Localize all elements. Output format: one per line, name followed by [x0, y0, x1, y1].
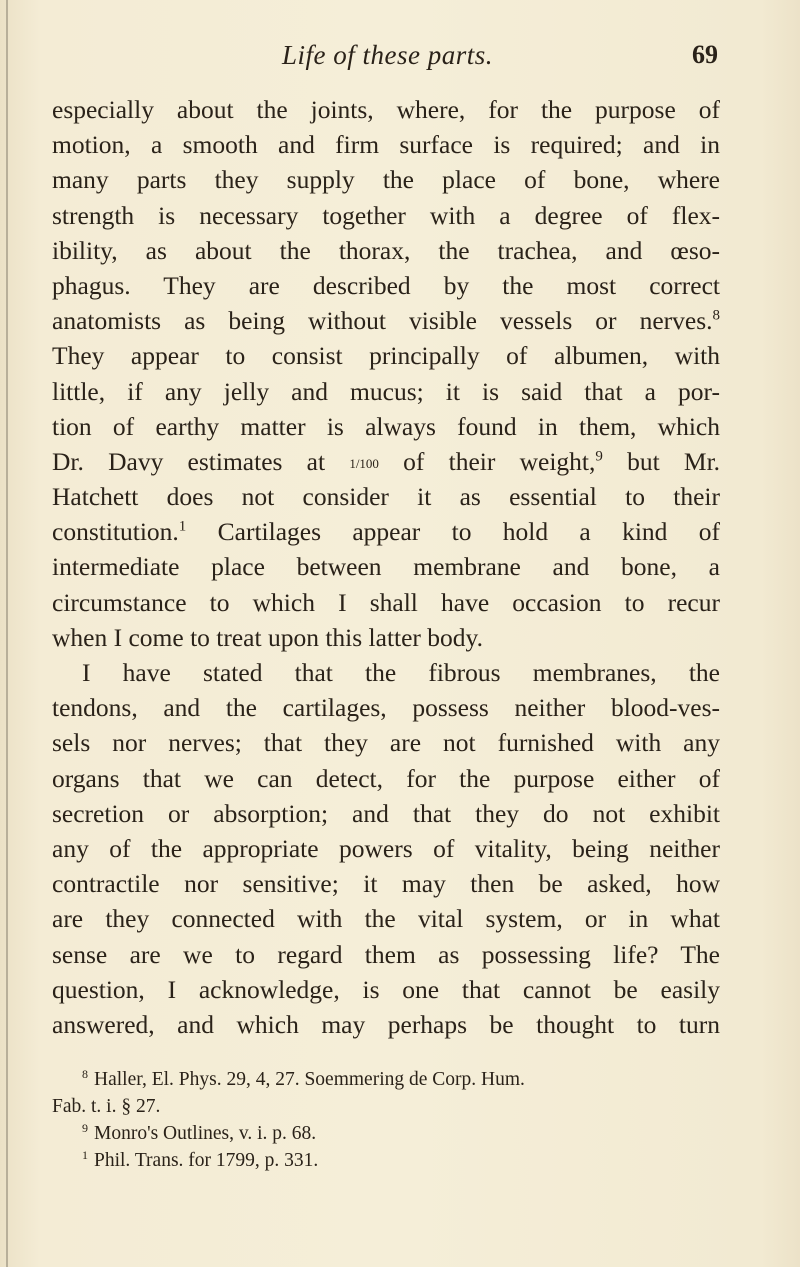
- text-line: ibility, as about the thorax, the trachea, and œso-: [52, 235, 720, 265]
- footnote-text: Haller, El. Phys. 29, 4, 27. Soemmering de Corp. Hum.: [94, 1069, 525, 1090]
- text-line: circumstance to which I shall have occasion to recur: [52, 587, 720, 617]
- text-segment: but Mr.: [627, 446, 721, 476]
- footnote-mark: 8: [82, 1066, 88, 1081]
- text-line: secretion or absorption; and that they do not exhibit: [52, 798, 720, 828]
- fraction: 1/100: [349, 455, 379, 471]
- text-line: tendons, and the cartilages, possess neither blood-ves-: [52, 693, 720, 723]
- footnote-ref: 9: [595, 448, 603, 465]
- text-line: answered, and which may perhaps be thought to turn: [52, 1009, 720, 1039]
- text-line: any of the appropriate powers of vitality, being neither: [52, 833, 720, 863]
- footnote-8: [52, 1066, 720, 1093]
- text-line: organs that we can detect, for the purpose either of: [52, 763, 720, 793]
- text-line: little, if any jelly and mucus; it is said that a por-: [52, 376, 720, 406]
- text-line: sense are we to regard them as possessing life? The: [52, 939, 720, 969]
- footnotes: [52, 1066, 720, 1174]
- text-line: tion of earthy matter is always found in them, which: [52, 411, 720, 441]
- footnote-ref: 8: [712, 307, 720, 324]
- footnote-1: [52, 1147, 720, 1174]
- text-segment: constitution.: [52, 517, 179, 547]
- text-line: contractile nor sensitive; it may then be asked, how: [52, 869, 720, 899]
- text-line: question, I acknowledge, is one that cannot be easily: [52, 974, 720, 1004]
- text-line: They appear to consist principally of albumen, with: [52, 341, 720, 371]
- text-segment: of their weight,: [403, 446, 596, 476]
- text-line: strength is necessary together with a degree of flex-: [52, 200, 720, 230]
- text-line: intermediate place between membrane and bone, a: [52, 552, 720, 582]
- text-line: [52, 444, 720, 479]
- footnote-mark: 1: [82, 1147, 88, 1162]
- text-line: [52, 514, 720, 549]
- text-segment: Cartilages appear to hold a kind of: [217, 517, 720, 547]
- footnote-8-continued: Fab. t. i. § 27.: [52, 1096, 161, 1117]
- text-line: Hatchett does not consider it as essential to their: [52, 482, 720, 512]
- text-line: especially about the joints, where, for the purpose of: [52, 95, 720, 124]
- footnote-ref: 1: [178, 518, 187, 535]
- binding-edge: [6, 0, 8, 1267]
- text-segment: anatomists as being without visible vessels or nerves.: [52, 306, 713, 336]
- text-line: many parts they supply the place of bone, where: [52, 165, 720, 195]
- text-line: sels nor nerves; that they are not furnished with any: [52, 728, 720, 758]
- text-line: when I come to treat upon this latter body.: [52, 622, 484, 652]
- text-line: I have stated that the fibrous membranes, the: [82, 658, 720, 687]
- text-line: motion, a smooth and firm surface is required; and in: [52, 130, 720, 160]
- text-line: are they connected with the vital system, or in what: [52, 904, 720, 934]
- text-line: phagus. They are described by the most correct: [52, 270, 720, 300]
- text-segment: Dr. Davy estimates at: [52, 446, 326, 476]
- text-line: [52, 303, 720, 338]
- running-title: Life of these parts.: [282, 40, 493, 70]
- body-text: [52, 92, 720, 1042]
- footnote-text: Monro's Outlines, v. i. p. 68.: [94, 1123, 317, 1144]
- page-header: [0, 40, 800, 74]
- footnote-text: Phil. Trans. for 1799, p. 331.: [94, 1150, 319, 1171]
- page-number: 69: [692, 40, 718, 69]
- footnote-mark: 9: [82, 1120, 88, 1135]
- footnote-9: [52, 1120, 720, 1147]
